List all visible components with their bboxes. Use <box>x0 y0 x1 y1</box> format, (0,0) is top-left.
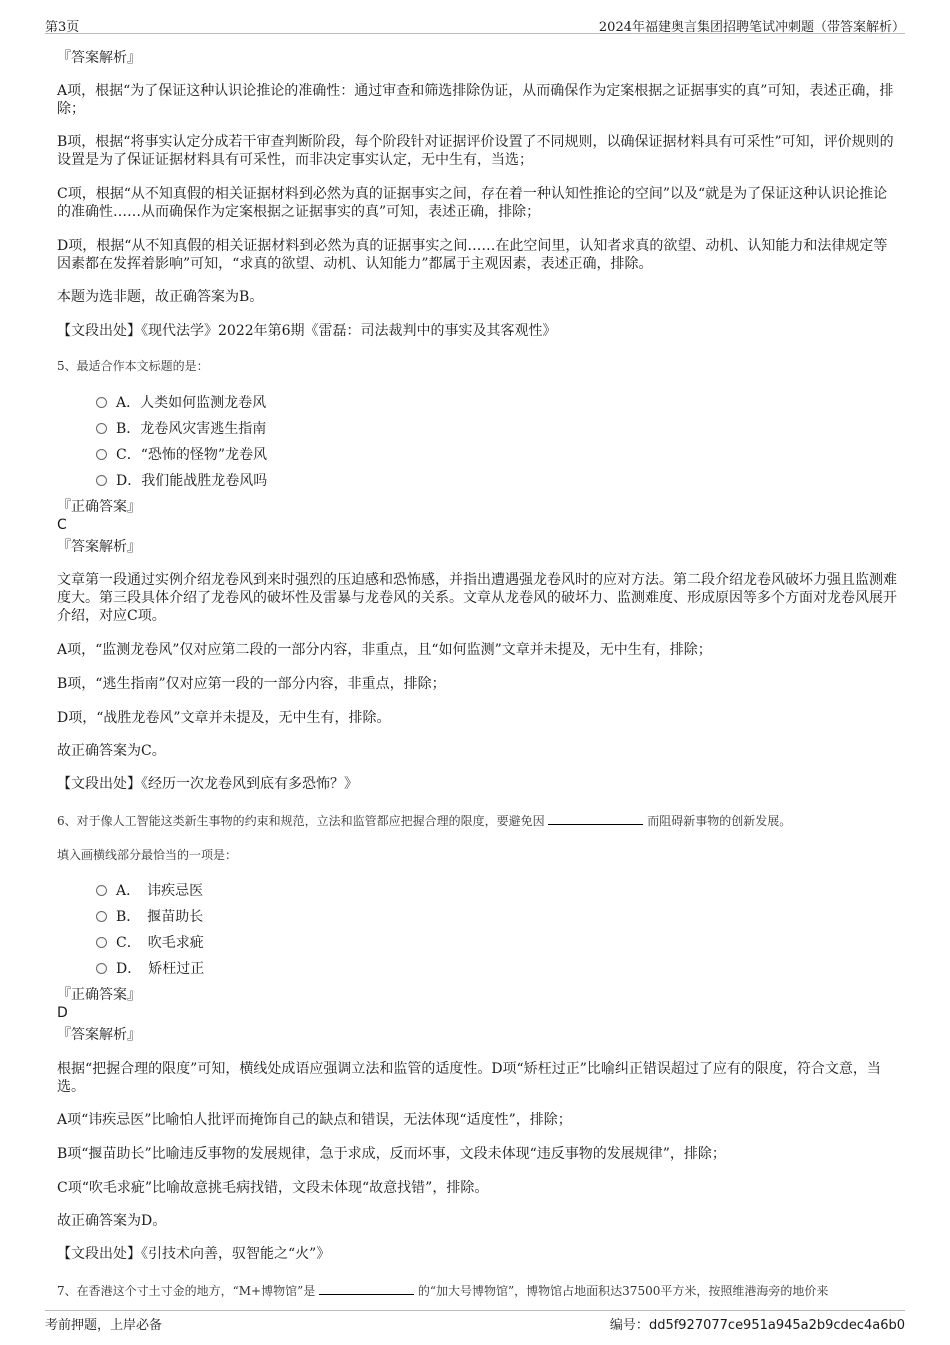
q5-source: 【文段出处】《经历一次龙卷风到底有多恐怖？》 <box>57 776 358 792</box>
q4-analysis-paragraph: C项，根据“从不知真假的相关证据材料到必然为真的证据事实之间，存在着一种认知性推论的空间”以及“就是为了保证这种认识论推论的准确性……从而确保作为定案根据之证据事实的真”可知，表述正确，排除； <box>57 186 888 220</box>
q6-option-b[interactable] <box>96 906 203 926</box>
q5-option-d[interactable] <box>96 470 267 490</box>
option-label: D．我们能战胜龙卷风吗 <box>116 473 268 489</box>
q6-stem-before: 6、对于像人工智能这类新生事物的约束和规范，立法和监管都应把握合理的限度，要避免因 <box>57 814 545 828</box>
q6-answer-statement: 故正确答案为D。 <box>57 1213 167 1229</box>
q6-stem <box>57 812 791 829</box>
q4-analysis-label: 『答案解析』 <box>57 50 141 66</box>
q6-option-d[interactable] <box>96 958 204 978</box>
radio-icon[interactable] <box>96 397 107 408</box>
footer-code-label: 编号： <box>609 1318 649 1333</box>
q4-analysis-paragraph: B项，根据“将事实认定分成若干审查判断阶段，每个阶段针对证据评价设置了不同规则，以确保证据材料具有可采性”可知，评价规则的设置是为了保证证据材料具有可采性，而非决定事实认定，无中生有，当选； <box>57 134 894 168</box>
q6-correct-value: D <box>57 1005 68 1021</box>
option-label: A． 讳疾忌医 <box>116 883 204 899</box>
q6-analysis-paragraph: 根据“把握合理的限度”可知，横线处成语应强调立法和监管的适度性。D项“矫枉过正”比喻纠正错误超过了应有的限度，符合文意，当选。 <box>57 1061 881 1095</box>
q5-correct-label: 『正确答案』 <box>57 499 141 515</box>
q5-analysis-paragraph: 文章第一段通过实例介绍龙卷风到来时强烈的压迫感和恐怖感，并指出遭遇强龙卷风时的应对方法。第二段介绍龙卷风破坏力强且监测难度大。第三段具体介绍了龙卷风的破坏性及雷暴与龙卷风的关系。文章从龙卷风的破坏力、监测难度、形成原因等多个方面对龙卷风展开介绍，对应C项。 <box>57 572 897 624</box>
q5-analysis-paragraph: B项，“逃生指南”仅对应第一段的一部分内容，非重点，排除； <box>57 676 446 692</box>
radio-icon[interactable] <box>96 911 107 922</box>
q6-option-c[interactable] <box>96 932 204 952</box>
q5-analysis-label: 『答案解析』 <box>57 539 141 555</box>
q7-stem <box>57 1282 828 1299</box>
document-title: 2024年福建奥言集团招聘笔试冲刺题（带答案解析） <box>598 20 905 35</box>
footer-code-value: dd5f927077ce951a945a2b9cdec4a6b0 <box>648 1318 905 1333</box>
q5-option-a[interactable] <box>96 392 266 412</box>
option-label: C．“恐怖的怪物”龙卷风 <box>116 447 268 463</box>
q5-correct-value: C <box>57 517 67 533</box>
q6-stem-after: 而阻碍新事物的创新发展。 <box>647 814 792 828</box>
radio-icon[interactable] <box>96 475 107 486</box>
q5-option-c[interactable] <box>96 444 267 464</box>
q4-source: 【文段出处】《现代法学》2022年第6期《雷磊：司法裁判中的事实及其客观性》 <box>57 323 557 339</box>
header-divider <box>45 33 905 34</box>
q6-option-a[interactable] <box>96 880 203 900</box>
footer-slogan: 考前押题，上岸必备 <box>45 1318 163 1333</box>
option-label: B．龙卷风灾害逃生指南 <box>116 421 267 437</box>
radio-icon[interactable] <box>96 885 107 896</box>
radio-icon[interactable] <box>96 937 107 948</box>
q5-stem: 5、最适合作本文标题的是： <box>57 359 209 373</box>
q6-fill-blank <box>548 813 643 825</box>
q4-analysis-paragraph: D项，根据“从不知真假的相关证据材料到必然为真的证据事实之间……在此空间里，认知者求真的欲望、动机、认知能力和法律规定等因素都在发挥着影响”可知，“求真的欲望、动机、认知能力”都属于主观因素，表述正确，排除。 <box>57 238 888 272</box>
option-label: D． 矫枉过正 <box>116 961 205 977</box>
q6-analysis-paragraph: A项“讳疾忌医”比喻怕人批评而掩饰自己的缺点和错误，无法体现“适度性”，排除； <box>57 1112 572 1128</box>
q6-source: 【文段出处】《引技术向善，驭智能之“火”》 <box>57 1246 331 1262</box>
q6-analysis-paragraph: C项“吹毛求疵”比喻故意挑毛病找错，文段未体现“故意找错”，排除。 <box>57 1180 489 1196</box>
q7-stem-after: 的“加大号博物馆”，博物馆占地面积达37500平方米，按照维港海旁的地价来 <box>417 1284 829 1298</box>
q6-sub-stem: 填入画横线部分最恰当的一项是： <box>57 848 238 862</box>
option-label: C． 吹毛求疵 <box>116 935 204 951</box>
footer-code <box>610 1314 905 1333</box>
q6-correct-label: 『正确答案』 <box>57 987 141 1003</box>
radio-icon[interactable] <box>96 963 107 974</box>
q6-analysis-paragraph: B项“揠苗助长”比喻违反事物的发展规律，急于求成，反而坏事，文段未体现“违反事物的发展规律”，排除； <box>57 1146 726 1162</box>
radio-icon[interactable] <box>96 423 107 434</box>
q5-option-b[interactable] <box>96 418 266 438</box>
radio-icon[interactable] <box>96 449 107 460</box>
q4-answer-statement: 本题为选非题，故正确答案为B。 <box>57 289 264 305</box>
q5-analysis-paragraph: A项，“监测龙卷风”仅对应第二段的一部分内容，非重点，且“如何监测”文章并未提及，无中生有，排除； <box>57 642 712 658</box>
page-number: 第3页 <box>45 20 80 35</box>
footer-divider <box>45 1310 905 1311</box>
q6-analysis-label: 『答案解析』 <box>57 1027 141 1043</box>
option-label: B． 揠苗助长 <box>116 909 204 925</box>
q7-fill-blank <box>319 1283 414 1295</box>
q5-answer-statement: 故正确答案为C。 <box>57 743 166 759</box>
q5-analysis-paragraph: D项，“战胜龙卷风”文章并未提及，无中生有，排除。 <box>57 710 391 726</box>
option-label: A．人类如何监测龙卷风 <box>116 395 267 411</box>
q4-analysis-paragraph: A项，根据“为了保证这种认识论推论的准确性：通过审查和筛选排除伪证，从而确保作为定案根据之证据事实的真”可知，表述正确，排除； <box>57 83 894 117</box>
q7-stem-before: 7、在香港这个寸土寸金的地方，“M+博物馆”是 <box>57 1284 316 1298</box>
